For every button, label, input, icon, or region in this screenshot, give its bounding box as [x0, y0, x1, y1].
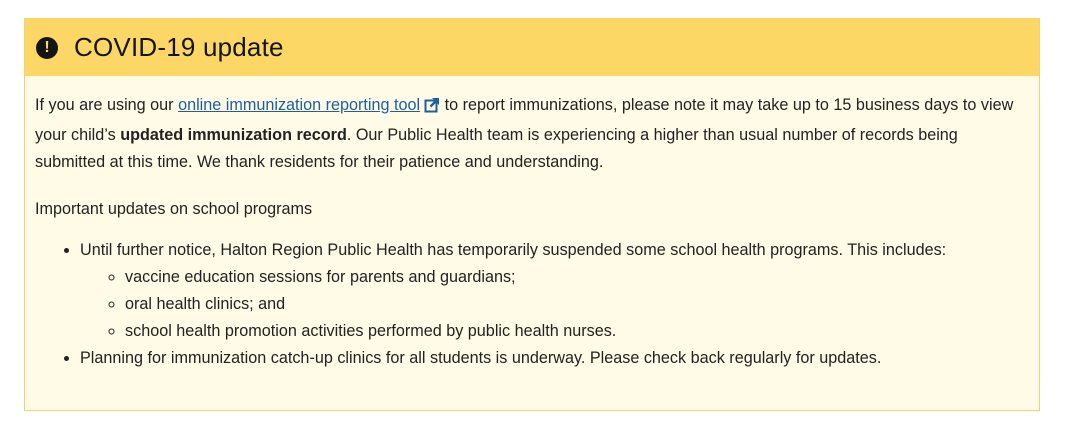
subheading: Important updates on school programs — [35, 200, 313, 218]
updated-record-emphasis: updated immunization record — [120, 126, 347, 144]
exclamation-circle-icon: ! — [36, 37, 58, 59]
list-item: ◦ vaccine education sessions for parents and guardians; — [125, 264, 1029, 291]
list-item-text: Until further notice, Halton Region Public Health has temporarily suspended some school health programs. This includes: — [80, 241, 947, 259]
list-item-text: Planning for immunization catch-up clinics for all students is underway. Please check back regularly for updates. — [80, 349, 882, 367]
external-link-icon — [424, 95, 440, 122]
intro-text-before: If you are using our — [35, 96, 179, 114]
alert-header — [25, 19, 1039, 76]
intro-paragraph — [35, 92, 1029, 176]
alert-title: COVID-19 update — [74, 32, 284, 62]
list-item: ◦ school health promotion activities performed by public health nurses. — [125, 318, 1029, 345]
covid-alert-box — [24, 18, 1040, 411]
list-item — [80, 345, 1029, 372]
updates-list — [35, 237, 1029, 372]
intro-text-mid: to report immunizations, please note it may take up to 15 business days to view your child’s — [35, 96, 1014, 144]
list-item: ◦ oral health clinics; and — [125, 291, 1029, 318]
alert-body — [25, 76, 1039, 372]
intro-text-after: . Our Public Health team is experiencing a higher than usual number of records being submitted at this time. We thank residents for their patience and understanding. — [35, 126, 958, 171]
online-immunization-reporting-tool-link[interactable] — [178, 96, 440, 114]
sub-list — [80, 264, 1029, 345]
link-label: online immunization reporting tool — [178, 96, 421, 114]
list-item — [80, 237, 1029, 345]
